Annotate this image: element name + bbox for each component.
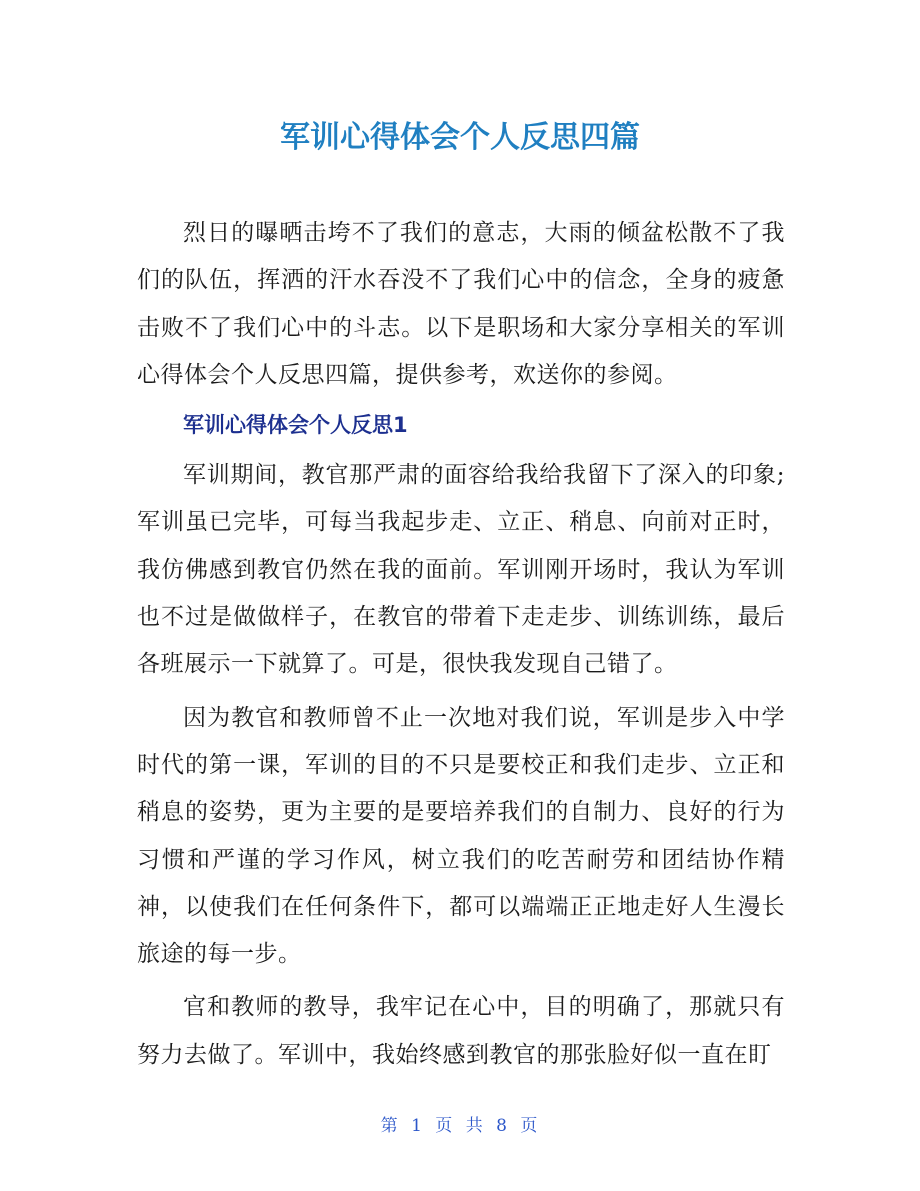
page-number-footer: 第 1 页 共 8 页 (380, 1116, 540, 1136)
body-paragraph-3: 官和教师的教导，我牢记在心中，目的明确了，那就只有努力去做了。军训中，我始终感到教官的那张脸好似一直在盯 (137, 994, 785, 1068)
document-body (137, 210, 785, 1079)
intro-paragraph: 烈日的曝晒击垮不了我们的意志，大雨的倾盆松散不了我们的队伍，挥洒的汗水吞没不了我们心中的信念，全身的疲惫击败不了我们心中的斗志。以下是职场和大家分享相关的军训心得体会个人反思四篇，提供参考，欢送你的参阅。 (137, 220, 785, 388)
body-paragraph-1: 军训期间，教官那严肃的面容给我给我留下了深入的印象;军训虽已完毕，可每当我起步走、立正、稍息、向前对正时，我仿佛感到教官仍然在我的面前。军训刚开场时，我认为军训也不过是做做样子，在教官的带着下走走步、训练训练，最后各班展示一下就算了。可是，很快我发现自己错了。 (137, 462, 785, 678)
section-heading-1: 军训心得体会个人反思1 (183, 413, 408, 438)
body-paragraph-2: 因为教官和教师曾不止一次地对我们说，军训是步入中学时代的第一课，军训的目的不只是要校正和我们走步、立正和稍息的姿势，更为主要的是要培养我们的自制力、良好的行为习惯和严谨的学习作风，树立我们的吃苦耐劳和团结协作精神，以使我们在任何条件下，都可以端端正正地走好人生漫长旅途的每一步。 (137, 704, 785, 968)
document-title: 军训心得体会个人反思四篇 (280, 120, 640, 155)
